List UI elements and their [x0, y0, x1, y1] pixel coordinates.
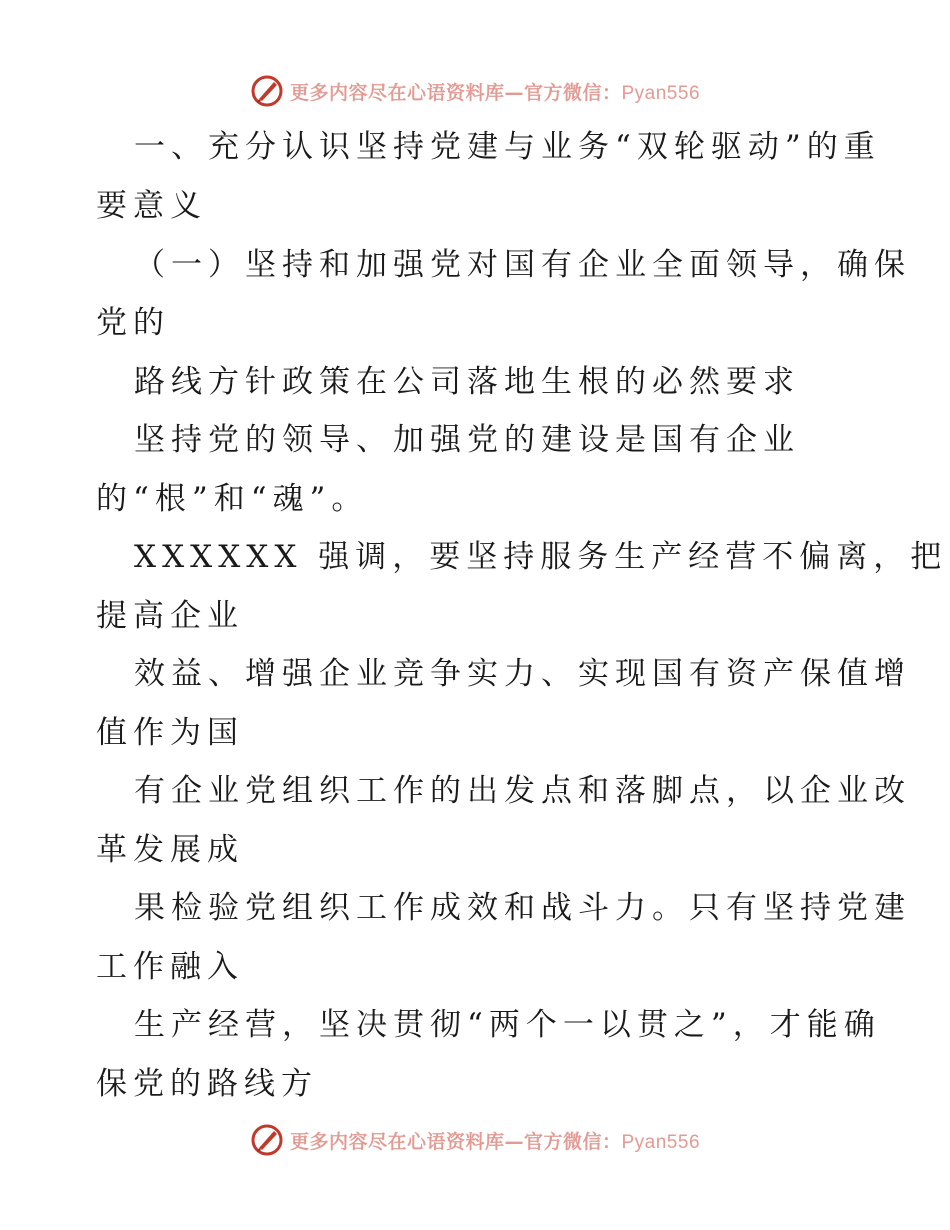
paragraph-line: 保党的路线方 — [96, 1066, 318, 1102]
paragraph-line: 坚持党的领导、加强党的建设是国有企业 — [134, 422, 800, 458]
paragraph-line: 效益、增强企业竞争实力、实现国有资产保值增 — [134, 656, 911, 692]
paragraph-line: 果检验党组织工作成效和战斗力。只有坚持党建 — [134, 890, 911, 926]
footer-watermark — [0, 1120, 950, 1160]
paragraph-line: 值作为国 — [96, 715, 244, 751]
watermark-wechat-id: Pyan556 — [621, 82, 701, 104]
paragraph-line: 提高企业 — [96, 598, 244, 634]
watermark-text: 更多内容尽在心语资料库—官方微信：Pyan556 — [289, 1130, 701, 1153]
paragraph-line: 有企业党组织工作的出发点和落脚点，以企业改 — [134, 773, 911, 809]
quill-pen-circle-icon — [250, 1123, 284, 1157]
paragraph-line: 的“根”和“魂”。 — [96, 481, 369, 517]
watermark-text: 更多内容尽在心语资料库—官方微信：Pyan556 — [289, 81, 701, 104]
paragraph-line: 要意义 — [96, 188, 207, 224]
paragraph-line: （一）坚持和加强党对国有企业全面领导，确保 — [134, 247, 911, 283]
quill-pen-circle-icon — [250, 74, 284, 108]
paragraph-line: 生产经营，坚决贯彻“两个一以贯之”，才能确 — [134, 1007, 881, 1043]
watermark-wechat-id: Pyan556 — [621, 1131, 701, 1153]
paragraph-line: 路线方针政策在公司落地生根的必然要求 — [134, 364, 800, 400]
paragraph-line: 党的 — [96, 305, 170, 341]
paragraph-line: XXXXXX 强调，要坚持服务生产经营不偏离，把 — [134, 539, 948, 575]
paragraph-line: 一、充分认识坚持党建与业务“双轮驱动”的重 — [134, 129, 881, 165]
paragraph-line: 工作融入 — [96, 949, 244, 985]
header-watermark — [0, 71, 950, 111]
paragraph-line: 革发展成 — [96, 832, 244, 868]
